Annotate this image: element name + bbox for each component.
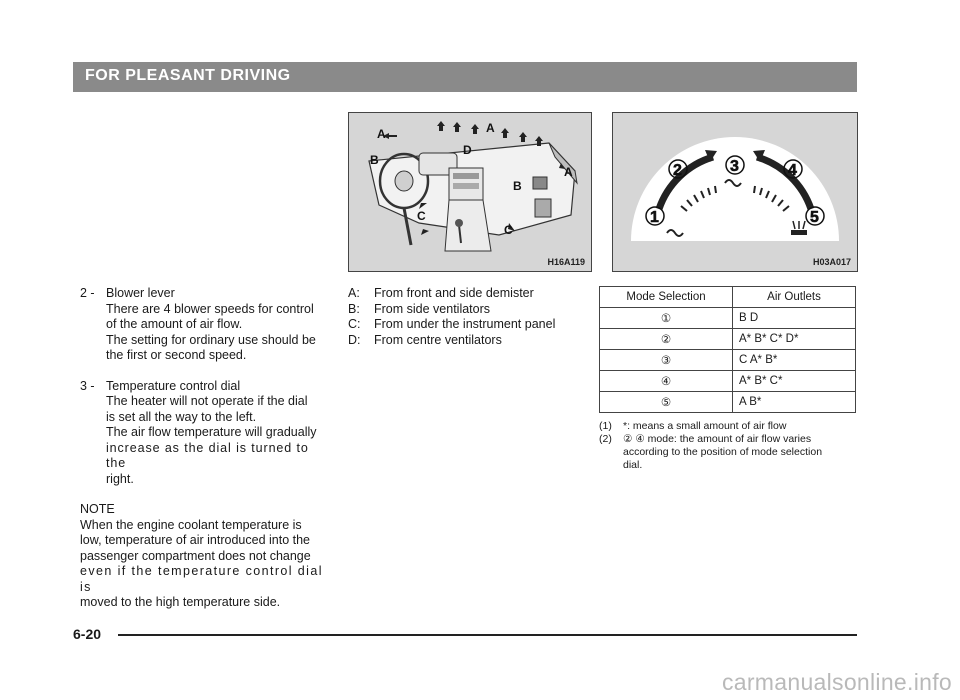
note-text: ② ④ mode: the amount of air flow varies [623, 433, 812, 445]
label-a-left: A [377, 127, 386, 141]
label-b-left: B [370, 153, 379, 167]
label-c-right: C [504, 223, 513, 237]
item-number: 2 - [80, 286, 95, 300]
table-row [600, 371, 856, 392]
label-c-left: C [417, 209, 426, 223]
note-line: moved to the high temperature side. [80, 595, 281, 609]
watermark: carmanualsonline.info [721, 669, 952, 695]
note-text: according to the position of mode selection [623, 446, 823, 458]
label-a-top: A [486, 121, 495, 135]
note-text: dial. [623, 459, 643, 471]
mode-5-marker: 5 [810, 209, 819, 226]
left-column [80, 286, 324, 611]
note-key: (2) [599, 433, 612, 445]
note-line: even if the temperature control dial is [80, 564, 323, 594]
table-row [600, 350, 856, 371]
label-b-right: B [513, 179, 522, 193]
label-a-right: A [564, 165, 573, 179]
item-number: 3 - [80, 378, 95, 393]
note-item [599, 420, 857, 433]
mode-2-marker: 2 [673, 162, 682, 179]
table-row [600, 329, 856, 350]
legend-key: A: [348, 286, 360, 300]
table-notes [599, 420, 857, 472]
mode-dial-figure [612, 112, 858, 272]
item-title: Blower lever [106, 286, 175, 300]
table-header-mode: Mode Selection [600, 287, 733, 308]
legend-text: From front and side demister [374, 286, 534, 300]
item-body-line: of the amount of air flow. [106, 317, 243, 331]
note-line: passenger compartment does not change [80, 548, 311, 563]
table-cell-outlets: A B* [733, 392, 856, 413]
footer-rule [118, 634, 857, 636]
legend-text: From under the instrument panel [374, 317, 556, 331]
item-body-line: increase as the dial is turned to the [106, 440, 309, 470]
note-item [599, 433, 857, 472]
legend-item [348, 286, 588, 302]
item-body-line: The setting for ordinary use should be [106, 332, 316, 347]
table-cell-outlets: A* B* C* [733, 371, 856, 392]
dashboard-outlets-figure [348, 112, 592, 272]
item-body-line: The air flow temperature will gradually [106, 425, 317, 439]
mode-4-marker: 4 [788, 162, 797, 179]
table-cell-outlets: B D [733, 308, 856, 329]
figure-code-left: H16A119 [547, 257, 585, 267]
item-temperature-dial [80, 379, 324, 395]
table-cell-outlets: C A* B* [733, 350, 856, 371]
legend-item [348, 317, 588, 333]
item-blower-lever [80, 286, 324, 302]
note-key: (1) [599, 420, 612, 432]
page-number: 6-20 [73, 626, 102, 642]
table-cell-mode: ⑤ [600, 392, 733, 413]
legend-text: From side ventilators [374, 301, 491, 316]
legend-item [348, 302, 588, 318]
legend-item [348, 333, 588, 349]
table-header-outlets: Air Outlets [733, 287, 856, 308]
figure-code-right: H03A017 [812, 257, 851, 267]
table-cell-mode: ③ [600, 350, 733, 371]
item-body-line: The heater will not operate if the dial [106, 394, 308, 408]
note-line: low, temperature of air introduced into the [80, 533, 310, 547]
note-text-block [623, 433, 857, 472]
legend-key: D: [348, 332, 361, 347]
note-text: *: means a small amount of air flow [623, 420, 787, 432]
label-d: D [463, 143, 472, 157]
section-header [73, 62, 857, 92]
item-body-line: There are 4 blower speeds for control [106, 301, 314, 316]
table-row [600, 308, 856, 329]
table-header-row [600, 287, 856, 308]
mode-3-marker: 3 [730, 158, 739, 175]
item-body-line: is set all the way to the left. [106, 409, 257, 424]
outlet-legend [348, 286, 588, 348]
legend-key: C: [348, 317, 361, 331]
table-cell-outlets: A* B* C* D* [733, 329, 856, 350]
item-body-line: the first or second speed. [106, 348, 247, 362]
item-body-line: right. [106, 471, 134, 486]
legend-key: B: [348, 301, 360, 316]
table-cell-mode: ① [600, 308, 733, 329]
table-row [600, 392, 856, 413]
item-title: Temperature control dial [106, 378, 241, 393]
mode-dial-illustration [613, 113, 857, 271]
legend-text: From centre ventilators [374, 332, 502, 347]
section-title: FOR PLEASANT DRIVING [85, 67, 291, 84]
table-cell-mode: ② [600, 329, 733, 350]
mode-1-marker: 1 [650, 209, 659, 226]
note-line: When the engine coolant temperature is [80, 517, 302, 532]
note-heading: NOTE [80, 502, 115, 516]
mode-selection-table [599, 286, 856, 413]
table-cell-mode: ④ [600, 371, 733, 392]
